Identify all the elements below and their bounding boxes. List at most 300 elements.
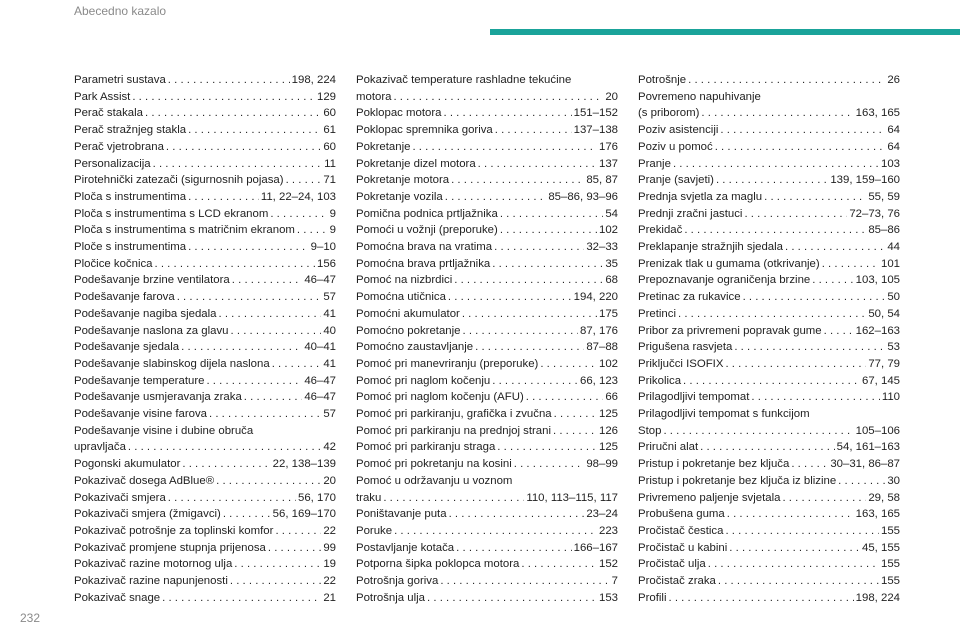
index-entry-pages: 102 [598,224,618,237]
dot-leader [145,105,321,122]
dot-leader [822,256,879,273]
index-entry-pages: 99 [323,541,336,554]
index-entry [74,105,336,122]
dot-leader [678,306,866,323]
index-entry-pages: 40 [323,324,336,337]
index-entry-pages: 19 [323,558,336,571]
dot-leader [727,506,854,523]
dot-leader [688,72,885,89]
index-entry-pages: 9 [329,207,336,220]
index-entry-pages: 163, 165 [855,107,900,120]
dot-leader [744,206,847,223]
index-entry [74,289,336,306]
index-entry-pages: 56, 169–170 [272,508,336,521]
dot-leader [716,172,828,189]
dot-leader [188,239,309,256]
index-entry-term: Pranje (savjeti) [638,174,714,187]
dot-leader [286,172,322,189]
index-entry-pages: 61 [323,124,336,137]
index-entry-term: Pomoć pri naglom kočenju (AFU) [356,391,524,404]
index-entry-pages: 155 [880,558,900,571]
index-entry-term: Podešavanje sjedala [74,341,180,354]
dot-leader [725,356,866,373]
dot-leader [734,339,885,356]
index-entry-term: Pločice kočnica [74,257,153,270]
index-entry-term: Pomoć u održavanju u voznom [356,474,513,487]
dot-leader [718,573,879,590]
index-entry-pages: 66 [605,391,618,404]
index-entry [356,339,618,356]
index-entry-pages: 137 [598,157,618,170]
index-entry-term: Pomoć pri parkiranju na prednjoj strani [356,424,552,437]
index-entry [638,590,900,607]
running-header-title: Abecedno kazalo [74,4,167,18]
index-entry-pages: 29, 58 [868,491,900,504]
index-entry-term: Probušena guma [638,508,725,521]
dot-leader [448,289,572,306]
dot-leader [521,556,597,573]
dot-leader [297,222,328,239]
index-entry-pages: 71 [323,174,336,187]
dot-leader [514,456,585,473]
index-entry [638,172,900,189]
index-entry-pages: 46–47 [304,274,336,287]
index-entry [638,206,900,223]
index-entry-term: Preklapanje stražnjih sjedala [638,241,783,254]
index-entry-term: Podešavanje nagiba sjedala [74,307,217,320]
index-entry-term: Privremeno paljenje svjetala [638,491,781,504]
index-entry-term-continued: motora [356,90,392,103]
index-entry [638,406,900,439]
index-entry-pages: 23–24 [586,508,618,521]
index-entry-pages: 45, 155 [861,541,900,554]
dot-leader [478,156,597,173]
dot-leader [500,206,604,223]
index-entry [74,356,336,373]
index-entry [356,323,618,340]
index-entry [356,573,618,590]
index-entry-pages: 20 [323,474,336,487]
index-entry-pages: 129 [316,90,336,103]
dot-leader [232,272,303,289]
index-entry-term: Pirotehnički zatezači (sigurnosnih pojasa) [74,174,284,187]
index-entry-term: Poništavanje puta [356,508,447,521]
index-entry-term: Pomoć pri manevriranju (preporuke) [356,357,539,370]
index-entry-pages: 9 [329,224,336,237]
dot-leader [497,439,597,456]
dot-leader [494,239,584,256]
dot-leader [270,206,327,223]
index-entry [356,356,618,373]
index-entry-term: Potrošnje [638,74,687,86]
index-entry-pages: 156 [316,257,336,270]
dot-leader [449,506,585,523]
dot-leader [553,423,597,440]
index-entry-term: Parametri sustava [74,74,166,86]
dot-leader [231,323,322,340]
index-entry-pages: 60 [323,140,336,153]
index-entry-term: Pomoćno pokretanje [356,324,461,337]
index-entry-term: Podešavanje brzine ventilatora [74,274,230,287]
index-entry [638,523,900,540]
index-entry-term: Pokretanje motora [356,174,450,187]
index-entry-pages: 46–47 [304,374,336,387]
index-entry-term: Profili [638,591,667,604]
index-entry [74,122,336,139]
index-entry-pages: 137–138 [573,124,618,137]
index-entry-pages: 35 [605,257,618,270]
index-entry [638,323,900,340]
index-entry [74,306,336,323]
index-entry-pages: 85–86 [868,224,900,237]
index-entry-pages: 101 [880,257,900,270]
dot-leader [272,356,322,373]
index-entry [356,189,618,206]
dot-leader [540,356,597,373]
dot-leader [182,456,270,473]
index-entry-pages: 85–86, 93–96 [548,190,618,203]
index-entry [74,89,336,106]
index-entry-term-continued: traku [356,491,382,504]
index-entry [74,323,336,340]
dot-leader [268,540,321,557]
index-entry-pages: 103, 105 [855,274,900,287]
dot-leader [177,289,322,306]
dot-leader [462,306,597,323]
index-entry-term: Podešavanje farova [74,291,175,304]
index-entry-term: Prekidač [638,224,683,237]
index-entry-pages: 139, 159–160 [830,174,900,187]
dot-leader [155,256,315,273]
dot-leader [451,172,584,189]
dot-leader [393,89,603,106]
dot-leader [743,289,886,306]
index-entry [356,523,618,540]
index-entry-term: Pokretanje [356,140,411,153]
index-entry-term: Pokazivač razine napunjenosti [74,575,228,588]
index-entry-pages: 11, 22–24, 103 [260,190,336,203]
index-entry [638,356,900,373]
dot-leader [492,256,603,273]
index-entry-term: Priručni alat [638,441,699,454]
index-entry-term: Pročistač čestica [638,524,724,537]
index-entry-pages: 110 [881,391,900,404]
index-entry-term: Pogonski akumulator [74,458,181,471]
index-entry-term: Pranje [638,157,671,170]
dot-leader [729,540,860,557]
index-entry [356,139,618,156]
dot-leader [443,105,571,122]
index-entry [74,473,336,490]
dot-leader [824,323,854,340]
index-entry-pages: 53 [887,341,900,354]
index-entry-pages: 64 [887,124,900,137]
index-entry-pages: 57 [323,291,336,304]
index-entry-term: Pretinci [638,307,676,320]
index-entry [638,573,900,590]
dot-leader [785,239,885,256]
index-entry-pages: 20 [605,90,618,103]
dot-leader [181,339,302,356]
dot-leader [673,156,879,173]
dot-leader [383,490,524,507]
index-entry [638,89,900,122]
index-entry-pages: 32–33 [586,241,618,254]
dot-leader [454,272,603,289]
dot-leader [209,406,321,423]
index-entry-term: Pročistač ulja [638,558,706,571]
index-entry [356,222,618,239]
index-entry [638,373,900,390]
index-entry-term: Podešavanje temperature [74,374,205,387]
index-entry-term: Prilagodljivi tempomat s funkcijom [638,408,810,421]
index-entry-pages: 198, 224 [855,591,900,604]
index-entry-pages: 72–73, 76 [849,207,900,220]
index-entry-pages: 56, 170 [297,491,336,504]
index-entry-term: Prikolica [638,374,682,387]
index-entry-pages: 44 [887,241,900,254]
index-entry-term: Pomoć pri parkiranju straga [356,441,496,454]
index-entry-pages: 41 [323,307,336,320]
index-entry [74,206,336,223]
dot-leader [445,189,547,206]
dot-leader [812,272,853,289]
dot-leader [440,573,609,590]
index-entry [638,389,900,406]
index-entry-pages: 68 [605,274,618,287]
index-entry-term: Pribor za privremeni popravak gume [638,324,822,337]
index-entry-pages: 102 [598,357,618,370]
index-entry [74,540,336,557]
index-entry-term: Prilagodljivi tempomat [638,391,750,404]
index-entry [356,406,618,423]
index-entry-term: Poklopac spremnika goriva [356,124,493,137]
index-entry-pages: 67, 145 [861,374,900,387]
index-entry-term: Priključci ISOFIX [638,357,724,370]
index-entry [356,389,618,406]
index-entry [356,439,618,456]
index-entry-term: Pomoćna utičnica [356,291,446,304]
index-entry-pages: 54, 161–163 [836,441,900,454]
index-entry [74,272,336,289]
index-entry [638,506,900,523]
index-entry [356,122,618,139]
index-entry [638,289,900,306]
dot-leader [223,506,271,523]
dot-leader [526,389,604,406]
index-entry-term: Prigušena rasvjeta [638,341,733,354]
index-entry-term: Prednja svjetla za maglu [638,190,763,203]
index-column-1 [74,72,336,607]
index-entry-pages: 77, 79 [868,357,900,370]
index-entry-term: Poklopac motora [356,107,442,120]
index-entry-term: Ploča s instrumentima s LCD ekranom [74,207,269,220]
index-entry [356,105,618,122]
index-entry [638,473,900,490]
index-entry [638,456,900,473]
index-entry-term: Prenizak tlak u gumama (otkrivanje) [638,257,820,270]
index-entry-term: Poziv u pomoć [638,140,713,153]
index-entry-term: Pročistač zraka [638,575,716,588]
dot-leader [230,573,321,590]
index-entry-term: Podešavanje visine farova [74,408,207,421]
index-entry-pages: 151–152 [573,107,618,120]
index-entry-term: Potporna šipka poklopca motora [356,558,520,571]
index-entry [74,339,336,356]
index-entry [356,239,618,256]
index-entry-pages: 60 [323,107,336,120]
index-entry-pages: 42 [323,441,336,454]
index-entry-term: Pokazivač potrošnje za toplinski komfor [74,524,274,537]
index-entry-term: Poziv asistenciji [638,124,719,137]
index-entry-pages: 98–99 [586,458,618,471]
index-entry-pages: 162–163 [855,324,900,337]
index-entry [74,573,336,590]
index-entry [74,423,336,456]
index-column-2 [356,72,618,607]
index-entry-term: Pomična podnica prtljažnika [356,207,498,220]
index-entry-pages: 176 [598,140,618,153]
index-entry-pages: 87, 176 [579,324,618,337]
index-entry [356,156,618,173]
index-entry-term: Podešavanje slabinskog dijela naslona [74,357,270,370]
dot-leader [234,556,321,573]
index-entry-term: Pomoći u vožnji (preporuke) [356,224,498,237]
dot-leader [663,423,853,440]
index-entry-pages: 55, 59 [868,190,900,203]
index-entry-pages: 103 [880,157,900,170]
dot-leader [153,156,323,173]
index-entry-term: Pomoćni akumulator [356,307,460,320]
index-entry [74,556,336,573]
index-entry [356,540,618,557]
dot-leader [492,373,578,390]
index-entry [638,439,900,456]
index-entry-pages: 50, 54 [868,307,900,320]
index-entry-term: Pristup i pokretanje bez ključa iz blizine [638,474,837,487]
dot-leader [168,72,290,89]
index-entry-term: Ploče s instrumentima [74,241,187,254]
index-entry-pages: 21 [323,591,336,604]
index-entry-pages: 11 [324,157,336,170]
dot-leader [764,189,866,206]
index-entry-term: Pomoćno zaustavljanje [356,341,474,354]
dot-leader [700,439,835,456]
index-entry-term: Prednji zračni jastuci [638,207,743,220]
dot-leader [708,556,879,573]
dot-leader [162,590,321,607]
index-entry [356,306,618,323]
dot-leader [216,473,321,490]
index-entry [638,239,900,256]
dot-leader [244,389,303,406]
index-entry-term: Poruke [356,524,393,537]
index-entry-pages: 223 [598,524,618,537]
index-entry-term: Pokazivači smjera (žmigavci) [74,508,221,521]
index-entry [356,473,618,506]
index-entry-term: Pristup i pokretanje bez ključa [638,458,790,471]
index-entry-pages: 22, 138–139 [272,458,336,471]
index-entry-term: Potrošnja ulja [356,591,426,604]
index-entry-term: Perač stražnjeg stakla [74,124,187,137]
index-entry-term: Pomoćna brava prtljažnika [356,257,491,270]
index-entry-pages: 57 [323,408,336,421]
dot-leader [427,590,597,607]
index-entry-pages: 194, 220 [573,291,618,304]
index-entry-pages: 85, 87 [586,174,618,187]
dot-leader [188,122,321,139]
index-entry [638,306,900,323]
index-entry-term-continued: (s priborom) [638,107,700,120]
index-entry-term: Pomoć pri pokretanju na kosini [356,458,512,471]
dot-leader [838,473,885,490]
dot-leader [166,139,321,156]
index-entry-pages: 40–41 [304,341,336,354]
index-entry [638,189,900,206]
index-entry-pages: 66, 123 [579,374,618,387]
index-entry-pages: 175 [598,307,618,320]
index-entry [356,590,618,607]
index-entry [74,373,336,390]
dot-leader [683,373,860,390]
index-entry [74,239,336,256]
index-entry-pages: 152 [598,558,618,571]
index-entry [638,122,900,139]
index-entry [638,222,900,239]
index-entry-pages: 125 [598,408,618,421]
index-entry-pages: 7 [611,575,618,588]
dot-leader [495,122,572,139]
dot-leader [188,189,259,206]
index-entry [74,189,336,206]
index-entry [356,256,618,273]
index-entry [356,206,618,223]
dot-leader [725,523,879,540]
index-entry-term: Pokazivač dosega AdBlue® [74,474,215,487]
dot-leader [554,406,597,423]
index-entry [638,272,900,289]
index-entry [638,72,900,89]
index-entry-pages: 22 [323,524,336,537]
dot-leader [782,490,866,507]
dot-leader [751,389,879,406]
page-number: 232 [20,611,41,625]
index-entry-pages: 125 [598,441,618,454]
dot-leader [132,89,315,106]
index-entry-term: Ploča s instrumentima [74,190,187,203]
dot-leader [500,222,597,239]
index-entry-term-continued: Stop [638,424,662,437]
index-entry [356,272,618,289]
index-entry [74,590,336,607]
index-entry-pages: 155 [880,575,900,588]
index-entry [356,172,618,189]
index-entry-pages: 163, 165 [855,508,900,521]
dot-leader [456,540,571,557]
dot-leader [668,590,853,607]
index-entry [638,256,900,273]
index-entry-pages: 87–88 [586,341,618,354]
dot-leader [219,306,322,323]
index-entry-pages: 46–47 [304,391,336,404]
index-entry-pages: 166–167 [573,541,618,554]
index-entry-term: Pomoć na nizbrdici [356,274,453,287]
dot-leader [475,339,584,356]
index-entry-term: Pomoćna brava na vratima [356,241,493,254]
index-entry [74,389,336,406]
index-entry [638,556,900,573]
index-entry-term: Pokazivač promjene stupnja prijenosa [74,541,266,554]
